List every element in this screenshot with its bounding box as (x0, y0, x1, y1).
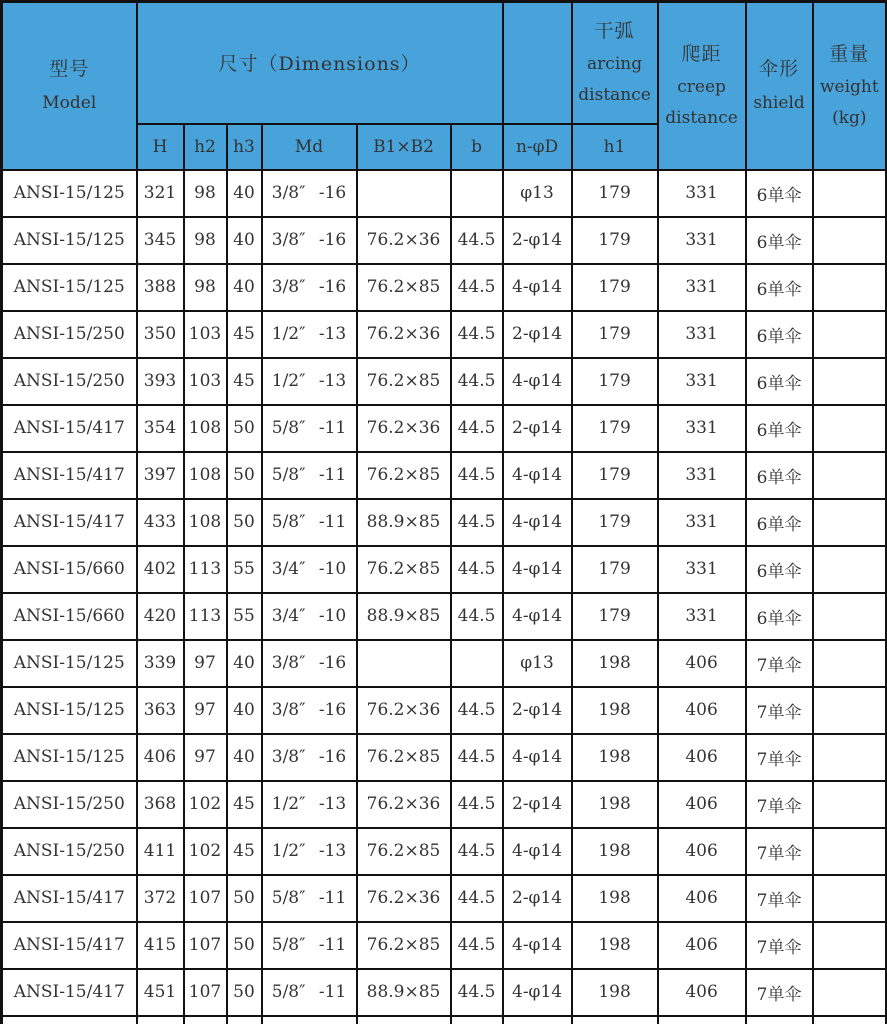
cell-h3: 50 (227, 405, 262, 452)
table-row (2, 969, 887, 1016)
cell-H: 393 (137, 358, 184, 405)
cell-h1: 179 (572, 264, 658, 311)
cell-model: ANSI-15/417 (2, 969, 137, 1016)
cell-H: 451 (137, 969, 184, 1016)
cell-b: 44.5 (451, 264, 503, 311)
cell-weight (813, 264, 887, 311)
cell-B1xB2: 76.2×36 (357, 875, 451, 922)
cell-model: ANSI-15/125 (2, 217, 137, 264)
cell-n-phiD: 4-φ14 (503, 828, 572, 875)
cell-h2: 108 (184, 405, 227, 452)
cell-empty (262, 1016, 357, 1024)
cell-h3: 50 (227, 969, 262, 1016)
cell-h3: 55 (227, 593, 262, 640)
cell-h2: 113 (184, 593, 227, 640)
cell-model: ANSI-15/417 (2, 875, 137, 922)
cell-n-phiD: 4-φ14 (503, 969, 572, 1016)
cell-H: 433 (137, 499, 184, 546)
cell-h2: 108 (184, 499, 227, 546)
cell-B1xB2: 76.2×36 (357, 687, 451, 734)
cell-model: ANSI-15/660 (2, 593, 137, 640)
spec-table-body (2, 170, 887, 1024)
cell-H: 321 (137, 170, 184, 217)
cell-creep: 406 (658, 969, 746, 1016)
cell-B1xB2: 88.9×85 (357, 499, 451, 546)
cell-shield: 6单伞 (746, 358, 813, 405)
cell-n-phiD: φ13 (503, 640, 572, 687)
cell-n-phiD: 2-φ14 (503, 781, 572, 828)
cell-h3: 45 (227, 781, 262, 828)
cell-model: ANSI-15/660 (2, 546, 137, 593)
cell-creep: 331 (658, 546, 746, 593)
cell-creep: 406 (658, 828, 746, 875)
cell-h2: 103 (184, 311, 227, 358)
cell-Md: 5/8″ -11 (262, 875, 357, 922)
cell-creep: 406 (658, 922, 746, 969)
cell-B1xB2: 76.2×36 (357, 781, 451, 828)
cell-b (451, 170, 503, 217)
cell-h1: 179 (572, 358, 658, 405)
cell-h1: 198 (572, 687, 658, 734)
cell-H: 368 (137, 781, 184, 828)
weight-unit-label: (kg) (832, 108, 867, 129)
cell-h3: 55 (227, 546, 262, 593)
table-row (2, 311, 887, 358)
cell-h1: 179 (572, 452, 658, 499)
cell-h2: 97 (184, 687, 227, 734)
cell-b: 44.5 (451, 452, 503, 499)
cell-weight (813, 499, 887, 546)
cell-creep: 406 (658, 687, 746, 734)
cell-h1: 198 (572, 875, 658, 922)
cell-model: ANSI-15/417 (2, 405, 137, 452)
cell-Md: 3/8″ -16 (262, 734, 357, 781)
cell-H: 402 (137, 546, 184, 593)
cell-n-phiD: 4-φ14 (503, 499, 572, 546)
cell-b: 44.5 (451, 828, 503, 875)
cell-weight (813, 734, 887, 781)
table-row (2, 499, 887, 546)
cell-h3: 50 (227, 922, 262, 969)
cell-empty (813, 1016, 887, 1024)
arcing-label-en2: distance (578, 85, 651, 106)
cell-h3: 40 (227, 264, 262, 311)
cell-Md: 1/2″ -13 (262, 358, 357, 405)
cell-h3: 40 (227, 734, 262, 781)
cell-h3: 40 (227, 170, 262, 217)
cell-empty (658, 1016, 746, 1024)
cell-model: ANSI-15/125 (2, 640, 137, 687)
cell-b: 44.5 (451, 358, 503, 405)
col-header-h1: h1 (572, 124, 658, 170)
cell-n-phiD: 2-φ14 (503, 217, 572, 264)
cell-h2: 98 (184, 264, 227, 311)
cell-Md: 3/8″ -16 (262, 170, 357, 217)
cell-B1xB2: 76.2×85 (357, 264, 451, 311)
weight-label-zh: 重量 (829, 42, 870, 65)
cell-weight (813, 405, 887, 452)
col-header-creep-distance (658, 2, 746, 170)
cell-h1: 179 (572, 311, 658, 358)
cell-weight (813, 687, 887, 734)
cell-empty (2, 1016, 137, 1024)
cell-n-phiD: 4-φ14 (503, 264, 572, 311)
cell-shield: 7单伞 (746, 875, 813, 922)
cell-H: 372 (137, 875, 184, 922)
cell-weight (813, 781, 887, 828)
col-header-shield (746, 2, 813, 170)
cell-H: 345 (137, 217, 184, 264)
cell-Md: 5/8″ -11 (262, 405, 357, 452)
cell-B1xB2: 76.2×85 (357, 828, 451, 875)
shield-label-en: shield (753, 92, 805, 113)
cell-model: ANSI-15/125 (2, 170, 137, 217)
cell-weight (813, 875, 887, 922)
cell-H: 406 (137, 734, 184, 781)
col-header-b: b (451, 124, 503, 170)
cell-shield: 7单伞 (746, 687, 813, 734)
col-header-dimensions (137, 2, 503, 124)
cell-shield: 6单伞 (746, 499, 813, 546)
cell-b: 44.5 (451, 217, 503, 264)
cell-Md: 3/8″ -16 (262, 687, 357, 734)
cell-shield: 6单伞 (746, 170, 813, 217)
cell-h3: 40 (227, 687, 262, 734)
cell-shield: 6单伞 (746, 546, 813, 593)
cell-h3: 50 (227, 499, 262, 546)
model-label-en: Model (42, 92, 97, 113)
cell-weight (813, 828, 887, 875)
cell-empty (746, 1016, 813, 1024)
cell-n-phiD: 4-φ14 (503, 922, 572, 969)
cell-creep: 331 (658, 452, 746, 499)
cell-B1xB2: 76.2×85 (357, 546, 451, 593)
table-row (2, 875, 887, 922)
cell-n-phiD: 2-φ14 (503, 687, 572, 734)
col-header-arcing-distance (572, 2, 658, 124)
cell-creep: 406 (658, 640, 746, 687)
cell-h1: 198 (572, 734, 658, 781)
cell-shield: 7单伞 (746, 969, 813, 1016)
cell-b: 44.5 (451, 969, 503, 1016)
cell-creep: 331 (658, 217, 746, 264)
cell-weight (813, 358, 887, 405)
cell-h1: 179 (572, 170, 658, 217)
cell-model: ANSI-15/125 (2, 687, 137, 734)
cell-weight (813, 546, 887, 593)
cell-H: 411 (137, 828, 184, 875)
cell-shield: 7单伞 (746, 734, 813, 781)
cell-model: ANSI-15/250 (2, 311, 137, 358)
creep-label-en2: distance (665, 108, 738, 129)
cell-shield: 6单伞 (746, 217, 813, 264)
cell-model: ANSI-15/125 (2, 264, 137, 311)
cell-n-phiD: 2-φ14 (503, 875, 572, 922)
cell-creep: 331 (658, 264, 746, 311)
table-row (2, 405, 887, 452)
col-header-Md: Md (262, 124, 357, 170)
cell-n-phiD: 4-φ14 (503, 734, 572, 781)
dimensions-label: 尺寸（Dimensions） (218, 53, 421, 76)
cell-shield: 7单伞 (746, 640, 813, 687)
cell-H: 339 (137, 640, 184, 687)
cell-empty (137, 1016, 184, 1024)
cell-h2: 108 (184, 452, 227, 499)
cell-n-phiD: 4-φ14 (503, 593, 572, 640)
cell-weight (813, 311, 887, 358)
cell-h1: 179 (572, 499, 658, 546)
table-row (2, 217, 887, 264)
table-row (2, 593, 887, 640)
cell-empty (184, 1016, 227, 1024)
col-header-weight (813, 2, 887, 170)
cell-shield: 7单伞 (746, 828, 813, 875)
arcing-label-zh: 干弧 (594, 19, 635, 42)
cell-h3: 40 (227, 217, 262, 264)
cell-b (451, 640, 503, 687)
cell-creep: 331 (658, 170, 746, 217)
col-header-empty (503, 2, 572, 124)
cell-h1: 179 (572, 546, 658, 593)
cell-h2: 97 (184, 640, 227, 687)
cell-B1xB2: 76.2×85 (357, 452, 451, 499)
cell-shield: 6单伞 (746, 311, 813, 358)
cell-n-phiD: 4-φ14 (503, 546, 572, 593)
cell-B1xB2: 76.2×36 (357, 405, 451, 452)
cell-b: 44.5 (451, 405, 503, 452)
cell-B1xB2: 88.9×85 (357, 593, 451, 640)
model-label-zh: 型号 (49, 58, 90, 81)
cell-b: 44.5 (451, 687, 503, 734)
cell-h3: 45 (227, 828, 262, 875)
table-row (2, 734, 887, 781)
cell-h3: 50 (227, 875, 262, 922)
cell-h2: 103 (184, 358, 227, 405)
cell-model: ANSI-15/250 (2, 828, 137, 875)
cell-h2: 98 (184, 170, 227, 217)
cell-weight (813, 217, 887, 264)
cell-h1: 198 (572, 969, 658, 1016)
cell-Md: 5/8″ -11 (262, 969, 357, 1016)
cell-weight (813, 640, 887, 687)
cell-shield: 7单伞 (746, 781, 813, 828)
cell-empty (572, 1016, 658, 1024)
cell-h1: 179 (572, 217, 658, 264)
cell-shield: 6单伞 (746, 593, 813, 640)
cell-model: ANSI-15/417 (2, 452, 137, 499)
cell-B1xB2: 88.9×85 (357, 969, 451, 1016)
cell-H: 350 (137, 311, 184, 358)
cell-H: 354 (137, 405, 184, 452)
cell-H: 415 (137, 922, 184, 969)
table-row (2, 687, 887, 734)
cell-B1xB2 (357, 640, 451, 687)
cell-h1: 198 (572, 640, 658, 687)
cell-creep: 331 (658, 358, 746, 405)
table-row (2, 358, 887, 405)
cell-Md: 3/4″ -10 (262, 546, 357, 593)
header-row-1 (2, 2, 887, 124)
cell-model: ANSI-15/250 (2, 358, 137, 405)
cell-model: ANSI-15/125 (2, 734, 137, 781)
cell-h3: 40 (227, 640, 262, 687)
cell-shield: 7单伞 (746, 922, 813, 969)
cell-h3: 45 (227, 311, 262, 358)
arcing-label-en1: arcing (587, 53, 643, 74)
col-header-h2: h2 (184, 124, 227, 170)
table-row (2, 828, 887, 875)
cell-weight (813, 452, 887, 499)
cell-Md: 3/8″ -16 (262, 640, 357, 687)
table-row (2, 264, 887, 311)
cell-n-phiD: 2-φ14 (503, 311, 572, 358)
cell-weight (813, 922, 887, 969)
cell-creep: 331 (658, 405, 746, 452)
cell-h1: 198 (572, 828, 658, 875)
cell-n-phiD: 4-φ14 (503, 452, 572, 499)
cell-h2: 97 (184, 734, 227, 781)
table-row (2, 640, 887, 687)
cell-Md: 1/2″ -13 (262, 828, 357, 875)
cell-h1: 198 (572, 922, 658, 969)
cell-H: 397 (137, 452, 184, 499)
cell-shield: 6单伞 (746, 452, 813, 499)
creep-label-en1: creep (677, 76, 726, 97)
table-row (2, 452, 887, 499)
cell-H: 388 (137, 264, 184, 311)
cell-model: ANSI-15/417 (2, 499, 137, 546)
cell-b: 44.5 (451, 734, 503, 781)
cell-B1xB2: 76.2×85 (357, 734, 451, 781)
cell-B1xB2: 76.2×36 (357, 311, 451, 358)
cell-Md: 5/8″ -11 (262, 452, 357, 499)
table-row (2, 781, 887, 828)
cell-b: 44.5 (451, 922, 503, 969)
cell-empty (227, 1016, 262, 1024)
cell-H: 420 (137, 593, 184, 640)
cell-B1xB2: 76.2×36 (357, 217, 451, 264)
col-header-n-phiD: n-φD (503, 124, 572, 170)
cell-b: 44.5 (451, 311, 503, 358)
cell-h3: 45 (227, 358, 262, 405)
cell-Md: 1/2″ -13 (262, 311, 357, 358)
cell-h2: 113 (184, 546, 227, 593)
creep-label-zh: 爬距 (681, 42, 722, 65)
cell-H: 363 (137, 687, 184, 734)
cell-Md: 1/2″ -13 (262, 781, 357, 828)
cell-h1: 179 (572, 593, 658, 640)
cell-Md: 3/8″ -16 (262, 217, 357, 264)
cell-empty (357, 1016, 451, 1024)
col-header-model (2, 2, 137, 170)
table-row (2, 546, 887, 593)
cell-empty (503, 1016, 572, 1024)
cell-b: 44.5 (451, 781, 503, 828)
col-header-H: H (137, 124, 184, 170)
cell-model: ANSI-15/417 (2, 922, 137, 969)
cell-shield: 6单伞 (746, 405, 813, 452)
cell-empty (451, 1016, 503, 1024)
table-row (2, 170, 887, 217)
cell-Md: 5/8″ -11 (262, 922, 357, 969)
cell-shield: 6单伞 (746, 264, 813, 311)
cell-b: 44.5 (451, 875, 503, 922)
cell-h1: 179 (572, 405, 658, 452)
cell-Md: 3/4″ -10 (262, 593, 357, 640)
cell-h2: 102 (184, 781, 227, 828)
table-header (2, 2, 887, 170)
cell-n-phiD: 4-φ14 (503, 358, 572, 405)
weight-label-en: weight (819, 76, 879, 97)
col-header-B1xB2: B1×B2 (357, 124, 451, 170)
cell-h2: 107 (184, 875, 227, 922)
cell-Md: 3/8″ -16 (262, 264, 357, 311)
cell-creep: 331 (658, 499, 746, 546)
cell-weight (813, 593, 887, 640)
cell-h1: 198 (572, 781, 658, 828)
table-row-partial (2, 1016, 887, 1024)
cell-b: 44.5 (451, 593, 503, 640)
cell-model: ANSI-15/250 (2, 781, 137, 828)
cell-n-phiD: 2-φ14 (503, 405, 572, 452)
table-row (2, 922, 887, 969)
cell-B1xB2: 76.2×85 (357, 922, 451, 969)
cell-h2: 102 (184, 828, 227, 875)
cell-creep: 406 (658, 734, 746, 781)
cell-weight (813, 969, 887, 1016)
cell-h3: 50 (227, 452, 262, 499)
cell-n-phiD: φ13 (503, 170, 572, 217)
cell-Md: 5/8″ -11 (262, 499, 357, 546)
cell-h2: 98 (184, 217, 227, 264)
col-header-h3: h3 (227, 124, 262, 170)
cell-creep: 331 (658, 311, 746, 358)
cell-b: 44.5 (451, 499, 503, 546)
shield-label-zh: 伞形 (759, 58, 800, 81)
cell-h2: 107 (184, 922, 227, 969)
cell-creep: 331 (658, 593, 746, 640)
cell-b: 44.5 (451, 546, 503, 593)
cell-creep: 406 (658, 875, 746, 922)
cell-B1xB2 (357, 170, 451, 217)
cell-h2: 107 (184, 969, 227, 1016)
cell-weight (813, 170, 887, 217)
cell-creep: 406 (658, 781, 746, 828)
cell-B1xB2: 76.2×85 (357, 358, 451, 405)
